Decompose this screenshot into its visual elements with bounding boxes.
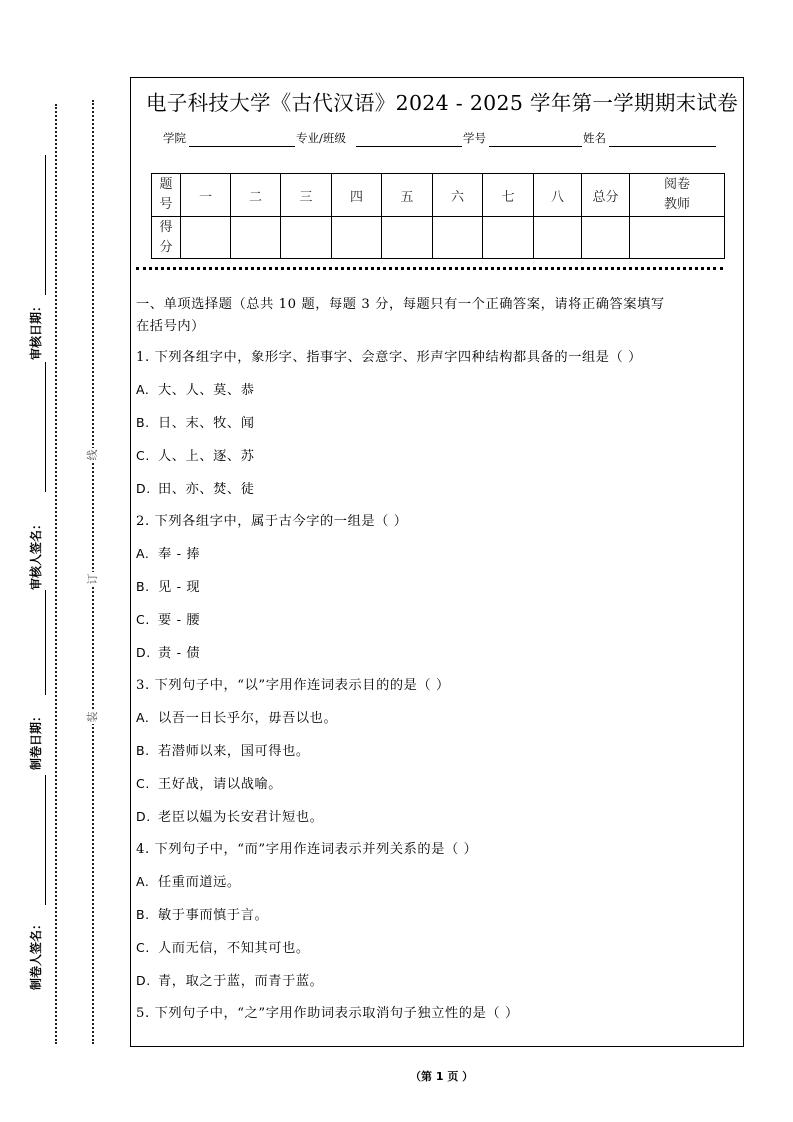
binding-char-staple: 订 xyxy=(86,573,99,585)
col-grader: 阅卷 教师 xyxy=(630,174,725,217)
page-number: （第 1 页 ） xyxy=(410,1070,474,1083)
question-3-option-b[interactable]: B. 若潜师以来，国可得也。 xyxy=(136,743,310,759)
score-cell-5[interactable] xyxy=(382,217,433,259)
student-id-label: 学号 xyxy=(463,131,486,145)
question-4-stem: 4. 下列句子中，“而”字用作连词表示并列关系的是（ ） xyxy=(136,842,478,857)
question-number-row xyxy=(152,174,725,217)
question-3-option-d[interactable]: D. 老臣以媪为长安君计短也。 xyxy=(136,809,324,825)
score-cell-7[interactable] xyxy=(483,217,534,259)
question-1-option-d[interactable]: D. 田、亦、焚、徒 xyxy=(136,481,255,497)
paper-date-line xyxy=(45,590,46,695)
col-8: 八 xyxy=(534,174,582,217)
score-cell-6[interactable] xyxy=(433,217,483,259)
score-cell-3[interactable] xyxy=(281,217,332,259)
question-5-stem: 5. 下列句子中，“之”字用作助词表示取消句子独立性的是（ ） xyxy=(136,1006,519,1021)
name-label: 姓名 xyxy=(583,131,606,145)
college-label: 学院 xyxy=(163,131,186,145)
section-separator xyxy=(136,267,723,270)
binding-dotted-line-outer xyxy=(55,104,57,1044)
score-cell-grader[interactable] xyxy=(630,217,725,259)
reviewer-signature-line xyxy=(45,362,46,492)
question-1-option-b[interactable]: B. 日、末、牧、闻 xyxy=(136,415,255,431)
review-date-line xyxy=(45,155,46,295)
section-heading: 一、单项选择题（总共 10 题，每题 3 分，每题只有一个正确答案，请将正确答案填写 xyxy=(136,297,665,312)
col-5: 五 xyxy=(382,174,433,217)
paper-maker-signature-line xyxy=(45,775,46,905)
question-4-option-a[interactable]: A. 任重而道远。 xyxy=(136,874,241,890)
question-number-header: 题 号 xyxy=(152,174,181,217)
question-3-stem: 3. 下列句子中，“以”字用作连词表示目的的是（ ） xyxy=(136,678,450,693)
question-2-option-b[interactable]: B. 见 - 现 xyxy=(136,579,201,595)
question-1-option-c[interactable]: C. 人、上、逐、苏 xyxy=(136,448,255,464)
major-class-label: 专业/班级 xyxy=(296,131,346,145)
reviewer-signature-label: 审核人签名： xyxy=(29,517,43,590)
question-1-option-a[interactable]: A. 大、人、莫、恭 xyxy=(136,382,255,398)
score-row xyxy=(152,217,725,259)
score-cell-1[interactable] xyxy=(181,217,231,259)
name-field[interactable] xyxy=(609,146,716,147)
binding-char-line: 线 xyxy=(86,449,99,461)
question-2-option-d[interactable]: D. 责 - 债 xyxy=(136,645,201,661)
question-4-option-c[interactable]: C. 人而无信，不知其可也。 xyxy=(136,940,310,956)
col-total: 总分 xyxy=(582,174,630,217)
exam-title: 电子科技大学《古代汉语》2024 - 2025 学年第一学期期末试卷 xyxy=(146,91,739,115)
col-7: 七 xyxy=(483,174,534,217)
question-4-option-b[interactable]: B. 敏于事而慎于言。 xyxy=(136,907,269,923)
col-3: 三 xyxy=(281,174,332,217)
score-header: 得 分 xyxy=(152,217,181,259)
question-2-option-c[interactable]: C. 要 - 腰 xyxy=(136,612,201,628)
question-3-option-a[interactable]: A. 以吾一日长乎尔，毋吾以也。 xyxy=(136,710,338,726)
paper-maker-signature-label: 制卷人签名： xyxy=(29,917,43,990)
col-1: 一 xyxy=(181,174,231,217)
col-2: 二 xyxy=(231,174,281,217)
score-table xyxy=(151,173,725,259)
col-4: 四 xyxy=(332,174,382,217)
major-class-field[interactable] xyxy=(356,146,462,147)
score-cell-2[interactable] xyxy=(231,217,281,259)
score-cell-4[interactable] xyxy=(332,217,382,259)
review-date-label: 审核日期： xyxy=(29,299,43,360)
paper-date-label: 制卷日期： xyxy=(29,709,43,770)
college-field[interactable] xyxy=(189,146,295,147)
binding-char-bind: 装 xyxy=(86,711,99,723)
score-cell-total[interactable] xyxy=(582,217,630,259)
score-cell-8[interactable] xyxy=(534,217,582,259)
col-6: 六 xyxy=(433,174,483,217)
student-id-field[interactable] xyxy=(489,146,582,147)
question-3-option-c[interactable]: C. 王好战，请以战喻。 xyxy=(136,776,283,792)
section-heading-cont: 在括号内） xyxy=(136,319,205,334)
question-4-option-d[interactable]: D. 青，取之于蓝，而青于蓝。 xyxy=(136,973,324,989)
question-2-option-a[interactable]: A. 奉 - 捧 xyxy=(136,546,201,562)
question-1-stem: 1. 下列各组字中，象形字、指事字、会意字、形声字四种结构都具备的一组是（ ） xyxy=(136,350,642,365)
question-2-stem: 2. 下列各组字中，属于古今字的一组是（ ） xyxy=(136,514,408,529)
